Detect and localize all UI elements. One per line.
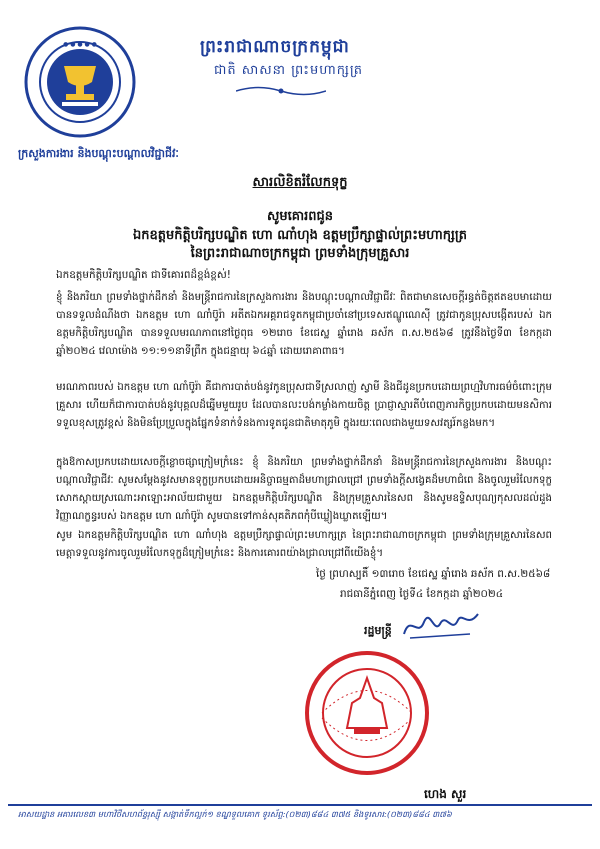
addressee-line-2: នៃព្រះរាជាណាចក្រកម្ពុជា ព្រមទាំងក្រុមគ្រួសារ [190, 246, 410, 261]
official-seal-icon [302, 648, 432, 778]
footer-address: អាសយដ្ឋាន អគារលេខ៣ មហាវិថីសហព័ន្ធរុស្ស៊ី សង្កាត់ទឹកល្អក់១ ខណ្ឌទួលគោក ទូរស័ព្ទ:(០២៣)៨៨៤ ៣៧៥ និងទូរសារ:(០២៣)៨៨៤ ៣៧៦ [18, 809, 452, 819]
ministry-logo [24, 26, 136, 138]
signatory-name: ហេង សួរ [424, 787, 467, 801]
signatory-title: រដ្ឋមន្ត្រី [364, 624, 392, 637]
svg-text:● ● ● ● ●: ● ● ● ● ● [63, 41, 97, 48]
national-motto: ជាតិ សាសនា ព្រះមហាក្សត្រ [214, 63, 363, 78]
ministry-name: ក្រសួងការងារ និងបណ្តុះបណ្តាលវិជ្ជាជីវៈ [18, 147, 179, 160]
body-paragraph: មរណភាពរបស់ ឯកឧត្តម ហោ ណាំប៊ូរ៉ា គឺជាការបាត់បង់នូវកូនប្រុសជាទីស្រលាញ់ ស្វាមី និងជីដូនប្រកបដោយព្រហ្មវិហារធម៌ចំពោះក្រុមគ្រួសារ ហើយក៏ជាការបាត់បង់នូវបុគ្គលដ៏ឆ្នើមមួយរូប ដែលបានលះបង់កម្លាំងកាយចិត្ត ប្រាជ្ញាស្មារតីបំពេញភារកិច្ចប្រកបដោយមនសិការទទួលខុសត្រូវខ្ពស់ និងមិនប្រែប្រួលក្នុងផ្នែកទំនាក់ទំនងការទូតជូនជាតិមាតុភូមិ ក្នុងរយៈពេលជាងមួយទសវត្សរ៍កន្លងមក។ [56, 382, 552, 429]
solar-date: រាជធានីភ្នំពេញ ថ្ងៃទី៤ ខែកក្កដា ឆ្នាំ២០២៤ [340, 588, 504, 600]
kingdom-title: ព្រះរាជាណាចក្រកម្ពុជា [200, 37, 350, 57]
footer-divider [8, 804, 592, 806]
handwritten-signature-icon [400, 604, 482, 644]
document-type-title: សារលិខិតរំលែកទុក្ខ [252, 175, 348, 190]
ornament-divider-icon [236, 86, 326, 96]
body-paragraph: សូម ឯកឧត្តមកិត្តិបរិក្សបណ្ឌិត ហោ ណាំហុង ឧត្តមប្រឹក្សាផ្ទាល់ព្រះមហាក្សត្រ នៃព្រះរាជាណាចក្រកម្ពុជា ព្រមទាំងក្រុមគ្រួសារនៃសព មេត្តាទទួលនូវការចូលរួមរំលែកទុក្ខដ៏ក្រៀមក្រំនេះ និងការគោរពយ៉ាងជ្រាលជ្រៅពីយើងខ្ញុំ។ [56, 530, 552, 559]
body-paragraph: ខ្ញុំ និងភរិយា ព្រមទាំងថ្នាក់ដឹកនាំ និងមន្ត្រីរាជការនៃក្រសួងការងារ និងបណ្តុះបណ្តាលវិជ្ជាជីវៈ ពិតជាមានសេចក្តីរន្ធត់ចិត្តឥតឧបមាដោយបានទទួលដំណឹងថា ឯកឧត្តម ហោ ណាំប៊ូរ៉ា អតីតឯកអគ្គរាជទូតកម្ពុជាប្រចាំនៅប្រទេសឥណ្ឌូណេស៊ី ត្រូវជាកូនប្រុសបង្កើតរបស់ ឯកឧត្តមកិត្តិបរិក្សបណ្ឌិត បានទទួលមរណភាពនៅថ្ងៃពុធ ១២រោច ខែជេស្ឋ ឆ្នាំរោង ឆស័ក ព.ស.២៥៦៨ ត្រូវនឹងថ្ងៃទី៣ ខែកក្កដា ឆ្នាំ២០២៤ វេលាម៉ោង ១១:១១នាទីព្រឹក ក្នុងជន្មាយុ ៦៤ឆ្នាំ ដោយរោគាពាធ។ [56, 292, 552, 357]
greeting: ឯកឧត្តមកិត្តិបរិក្សបណ្ឌិត ជាទីគោរពដ៏ខ្ពង់ខ្ពស់! [56, 269, 231, 281]
body-paragraph: ក្នុងឱកាសប្រកបដោយសេចក្តីខ្លោចផ្សាក្រៀមក្រំនេះ ខ្ញុំ និងភរិយា ព្រមទាំងថ្នាក់ដឹកនាំ និងមន្ត្រីរាជការនៃក្រសួងការងារ និងបណ្តុះបណ្តាលវិជ្ជាជីវៈ សូមសម្តែងនូវសមានទុក្ខប្រកបដោយអនិច្ចាធម្មតាដ៏មហាជ្រាលជ្រៅ ព្រមទាំងក្តីសង្វេគដ៏មហាជំពេ និងចូលរួមរំលែកទុក្ខសោកស្តាយស្រណោះអាឡោះអាល័យជាមួយ ឯកឧត្តមកិត្តិបរិក្សបណ្ឌិត និងក្រុមគ្រួសារនៃសព និងសូមឧទ្ទិសបុណ្យកុសលដល់ដួងវិញ្ញាណក្ខន្ធរបស់ ឯកឧត្តម ហោ ណាំប៊ូរ៉ា សូមបានទៅកាន់សុគតិភពកុំបីឃ្លៀងឃ្លាតឡើយ។ [56, 457, 552, 522]
addressed-lead: សូមគោរពជូន [266, 209, 333, 224]
lunar-date: ថ្ងៃ ព្រហស្បតិ៍ ១៣រោច ខែជេស្ឋ ឆ្នាំរោង ឆស័ក ព.ស.២៥៦៨ [316, 568, 551, 580]
addressee-line-1: ឯកឧត្តមកិត្តិបរិក្សបណ្ឌិត ហោ ណាំហុង ឧត្តមប្រឹក្សាផ្ទាល់ព្រះមហាក្សត្រ [132, 228, 467, 243]
